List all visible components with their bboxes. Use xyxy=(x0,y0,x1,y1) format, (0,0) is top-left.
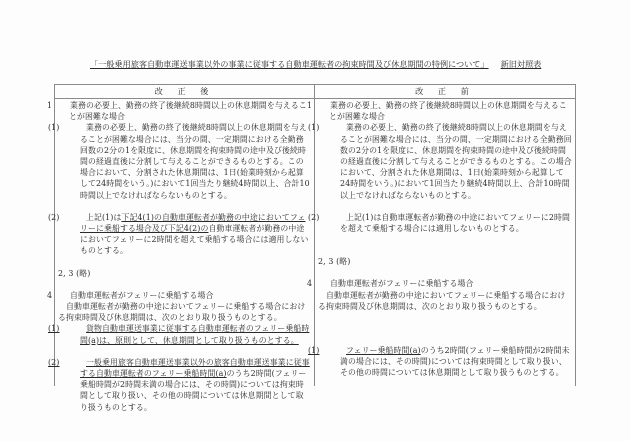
section-1-heading: 1 業務の必要上、勤務の終了後継続8時間以上の休息期間を与えることが困難な場合 xyxy=(47,101,307,122)
section-2-3-omitted: 2, 3 (略) xyxy=(318,257,351,267)
column-body-after xyxy=(47,99,314,413)
section-4-heading: 4 自動車運転者がフェリーに乗船する場合 xyxy=(307,279,474,289)
section-1-heading: 1 業務の必要上、勤務の終了後継続8時間以上の休息期間を与えることが困難な場合 xyxy=(307,101,567,122)
amended-text: フェリー乗船時間(a) xyxy=(346,346,421,356)
column-after-revision xyxy=(47,85,315,412)
amended-text: 下記4(1)の自動車運転者が勤務の中途においてフェリーに乗船する場合及び下記4(2)の xyxy=(80,212,306,234)
section-4-intro: 自動車運転者が勤務の中途においてフェリーに乗船する場合における拘束時間及び休息期間は、次のとおり取り扱うものとする。 xyxy=(58,302,306,323)
document-subtitle: 新旧対照表 xyxy=(500,59,542,69)
section-4-paragraph-1: (1) フェリー乗船時間(a)のうち2時間(フェリー乗船時間が2時間未満の場合には、その時間)については拘束時間として取り扱い、その他の時間については休息期間として取り扱うものとする。 xyxy=(308,346,570,378)
document-title-main: 「一般乗用旅客自動車運送事業以外の事業に従事する自動車運転者の拘束時間及び休息期間の特例について」 xyxy=(90,59,489,69)
section-2-3-omitted: 2, 3 (略) xyxy=(58,268,91,278)
section-1-paragraph-2: (2) 上記(1)は下記4(1)の自動車運転者が勤務の中途においてフェリーに乗船する場合及び下記4(2)の自動車運転者が勤務の中途においてフェリーに2時間を超えて乗船する場合には適用しないものとする。 xyxy=(48,212,309,256)
comparison-table xyxy=(47,84,576,412)
column-header-before: 改 正 前 xyxy=(315,85,575,99)
amended-text: 一般乗用旅客自動車運送事業以外の旅客自動車運送事業に従事する自動車運転者のフェリー乗船時間(a) xyxy=(80,357,310,379)
document-title xyxy=(90,59,560,70)
column-before-revision xyxy=(307,85,575,386)
section-1-paragraph-1: (1) 業務の必要上、勤務の終了後継続8時間以上の休息期間を与えることが困難な場合には、当分の間、一定期間における全勤務回数の2分の1を限度に、休息期間を拘束時間の途中及び後続時間の経過直後に分割して与えることができるものとする。この場合において、分割された休息期間は、1日(始業時刻から起算して24時間をいう。)において1回当たり継続4時間以上、合計10時間以上でなければならないものとする。 xyxy=(308,123,572,200)
section-4-heading: 4 自動車運転者がフェリーに乗船する場合 xyxy=(47,290,214,300)
section-4-intro: 自動車運転者が勤務の中途においてフェリーに乗船する場合における拘束時間及び休息期間は、次のとおり取り扱うものとする。 xyxy=(318,290,566,311)
section-1-paragraph-2: (2) 上記(1)は自動車運転者が勤務の中途においてフェリーに2時間を超えて乗船する場合には適用しないものとする。 xyxy=(308,212,570,234)
section-4-paragraph-2: (2) 一般乗用旅客自動車運送事業以外の旅客自動車運送事業に従事する自動車運転者のフェリー乗船時間(a)のうち2時間(フェリー乗船時間が2時間未満の場合には、その時間)については拘束時間として取り扱い、その他の時間については休息期間として取り扱うものとする。 xyxy=(48,357,310,412)
column-header-after: 改 正 後 xyxy=(55,85,314,99)
amended-text: 貨物自動車運送事業に従事する自動車運転者のフェリー乗船時間(a)は、原則として、休息期間として取り扱うものとする。 xyxy=(80,324,310,345)
section-4-paragraph-1: (1) 貨物自動車運送事業に従事する自動車運転者のフェリー乗船時間(a)は、原則として、休息期間として取り扱うものとする。 xyxy=(48,324,310,345)
column-body-before xyxy=(307,99,575,379)
section-1-paragraph-1: (1) 業務の必要上、勤務の終了後継続8時間以上の休息期間を与えることが困難な場合には、当分の間、一定期間における全勤務回数の2分の1を限度に、休息期間を拘束時間の途中及び後続時間の経過直後に分割して与えることができるものとする。この場合において、分割された休息期間は、1日(始業時刻から起算して24時間をいう。)において1回当たり継続4時間以上、合計10時間以上でなければならないものとする。 xyxy=(48,123,310,200)
